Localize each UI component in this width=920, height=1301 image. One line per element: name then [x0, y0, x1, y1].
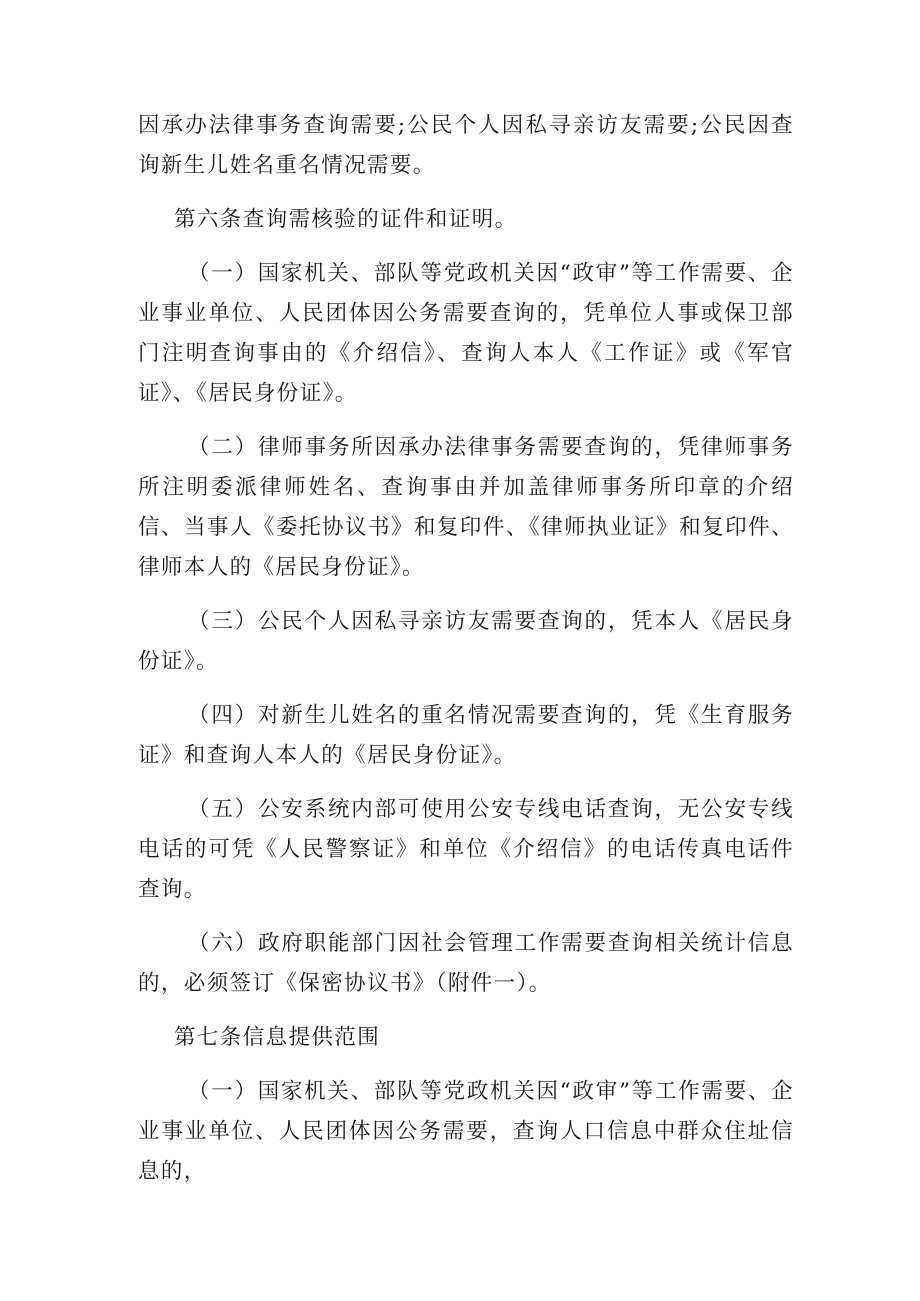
article-6-item-1: （一）国家机关、部队等党政机关因“政审”等工作需要、企业事业单位、人民团体因公务需要查询的，凭单位人事或保卫部门注明查询事由的《介绍信》、查询人本人《工作证》或《军官证》、《居民身份证》。 — [138, 261, 794, 406]
article-6-item-3: （三）公民个人因私寻亲访友需要查询的，凭本人《居民身份证》。 — [138, 609, 794, 674]
article-7-item-1: （一）国家机关、部队等党政机关因“政审”等工作需要、企业事业单位、人民团体因公务需要，查询人口信息中群众住址信息的， — [138, 1079, 794, 1184]
article-6-item-4: （四）对新生儿姓名的重名情况需要查询的，凭《生育服务证》和查询人本人的《居民身份证》。 — [138, 703, 794, 768]
article-6-item-5: （五）公安系统内部可使用公安专线电话查询，无公安专线电话的可凭《人民警察证》和单位《介绍信》的电话传真电话件查询。 — [138, 797, 794, 902]
article-6-item-2: （二）律师事务所因承办法律事务需要查询的，凭律师事务所注明委派律师姓名、查询事由并加盖律师事务所印章的介绍信、当事人《委托协议书》和复印件、《律师执业证》和复印件、律师本人的《居民身份证》。 — [138, 435, 794, 580]
document-body — [138, 106, 794, 1206]
article-7-heading: 第七条信息提供范围 — [174, 1025, 381, 1050]
paragraph-continuation: 因承办法律事务查询需要;公民个人因私寻亲访友需要;公民因查询新生儿姓名重名情况需要。 — [138, 113, 794, 178]
article-6-heading: 第六条查询需核验的证件和证明。 — [174, 207, 518, 232]
article-6-item-6: （六）政府职能部门因社会管理工作需要查询相关统计信息的，必须签订《保密协议书》（附件一）。 — [138, 931, 794, 996]
